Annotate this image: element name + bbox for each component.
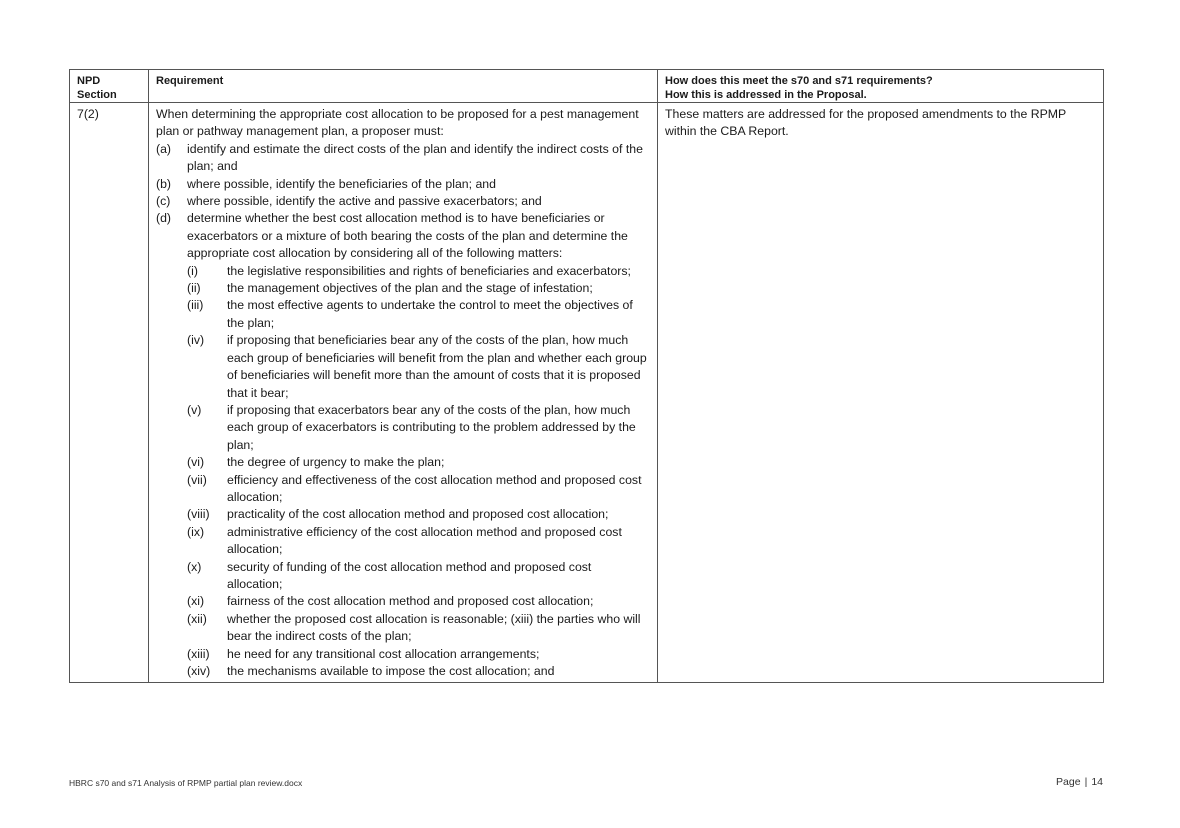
header-how-meets-line1: How does this meet the s70 and s71 requirements? (665, 75, 933, 87)
sublist-text: the most effective agents to undertake the control to meet the objectives of the plan; (227, 298, 633, 330)
sublist-text: fairness of the cost allocation method and proposed cost allocation; (227, 594, 594, 609)
sublist-text: the management objectives of the plan and the stage of infestation; (227, 281, 593, 296)
sublist-item (156, 506, 650, 523)
list-marker: (b) (156, 176, 172, 191)
header-how-meets (658, 70, 1104, 103)
sublist-marker: (x) (187, 559, 202, 574)
sublist-marker: (i) (187, 263, 198, 278)
requirement-cell (149, 103, 658, 683)
list-text: where possible, identify the active and passive exacerbators; and (187, 194, 542, 209)
sublist-text: he need for any transitional cost allocation arrangements; (227, 646, 540, 661)
sublist-text: the mechanisms available to impose the cost allocation; and (227, 664, 555, 678)
sublist-item (156, 663, 650, 680)
list-item (156, 141, 650, 176)
table-row (70, 103, 1104, 683)
sublist-item (156, 559, 650, 594)
sublist-marker: (xiv) (187, 664, 211, 678)
sublist-item (156, 611, 650, 646)
list-marker: (a) (156, 141, 172, 156)
sublist-text: the legislative responsibilities and rights of beneficiaries and exacerbators; (227, 263, 631, 278)
list-text: identify and estimate the direct costs of the plan and identify the indirect costs of the plan; and (187, 141, 643, 174)
sublist-text: security of funding of the cost allocation method and proposed cost allocation; (227, 559, 592, 591)
sublist-item (156, 332, 650, 402)
list-item (156, 193, 650, 210)
list-item (156, 176, 650, 193)
sublist-item (156, 646, 650, 663)
sublist-marker: (xii) (187, 611, 207, 626)
sublist-marker: (xi) (187, 594, 205, 609)
sublist-text: whether the proposed cost allocation is reasonable; (xiii) the parties who will bear the indirect costs of the plan; (227, 611, 641, 644)
footer-page-label: Page (1056, 776, 1081, 788)
sublist-item (156, 472, 650, 507)
sublist-item (156, 524, 650, 559)
header-requirement: Requirement (149, 70, 658, 103)
sublist-text: practicality of the cost allocation method and proposed cost allocation; (227, 507, 609, 522)
table-header-row (70, 70, 1104, 103)
sublist-marker: (iv) (187, 333, 205, 348)
sublist-item (156, 593, 650, 610)
sublist-marker: (v) (187, 402, 202, 417)
list-marker: (d) (156, 211, 172, 226)
list-text: determine whether the best cost allocation method is to have beneficiaries or exacerbators or a mixture of both bearing the costs of the plan and determine the appropriate cost allocation by considering all of the following matters: (187, 211, 628, 261)
requirements-table (69, 69, 1104, 683)
sublist-marker: (ii) (187, 281, 201, 296)
sublist-item (156, 263, 650, 280)
requirement-intro: When determining the appropriate cost allocation to be proposed for a pest management plan or pathway management plan, a proposer must: (156, 107, 639, 139)
sublist-text: efficiency and effectiveness of the cost allocation method and proposed cost allocation; (227, 472, 642, 504)
sublist-item (156, 454, 650, 471)
response-cell: These matters are addressed for the proposed amendments to the RPMP within the CBA Report. (658, 103, 1104, 683)
sublist-text: the degree of urgency to make the plan; (227, 455, 445, 470)
sublist-marker: (vii) (187, 472, 207, 487)
sublist-text: if proposing that beneficiaries bear any of the costs of the plan, how much each group of beneficiaries will benefit from the plan and whether each group of beneficiaries will benefit more than the amount of costs that it is proposed that it bear; (227, 333, 647, 400)
footer-page (1056, 776, 1103, 788)
sublist-item (156, 402, 650, 454)
section-cell: 7(2) (70, 103, 149, 683)
footer-page-separator: | (1084, 776, 1088, 788)
sublist-marker: (vi) (187, 455, 205, 470)
sublist-text: administrative efficiency of the cost allocation method and proposed cost allocation; (227, 524, 622, 557)
sublist-marker: (ix) (187, 524, 205, 539)
sublist-marker: (viii) (187, 507, 210, 522)
sublist-item (156, 297, 650, 332)
list-text: where possible, identify the beneficiaries of the plan; and (187, 176, 496, 191)
footer-page-number: 14 (1091, 776, 1103, 788)
sublist-text: if proposing that exacerbators bear any of the costs of the plan, how much each group of exacerbators is contributing to the problem addressed by the plan; (227, 402, 636, 452)
sublist-item (156, 280, 650, 297)
list-marker: (c) (156, 194, 171, 209)
list-item (156, 210, 650, 262)
header-how-meets-line2: How this is addressed in the Proposal. (665, 89, 867, 101)
footer-filename: HBRC s70 and s71 Analysis of RPMP partial plan review.docx (69, 778, 303, 788)
sublist-marker: (iii) (187, 298, 204, 313)
header-npd-section: NPD Section (70, 70, 149, 103)
sublist-marker: (xiii) (187, 646, 210, 661)
